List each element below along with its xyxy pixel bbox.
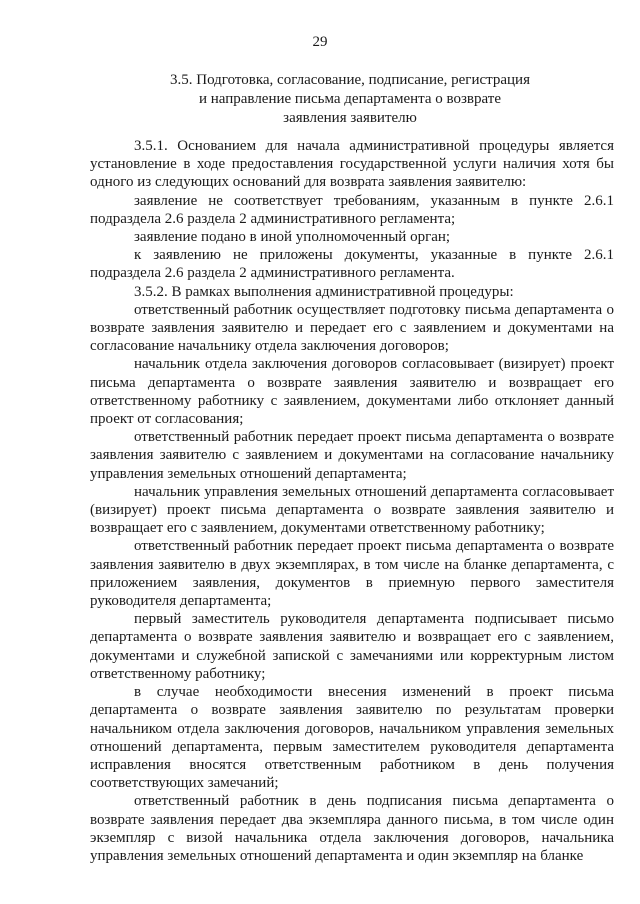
list-item: первый заместитель руководителя департамента подписывает письмо департамента о возврате заявления заявителю и возвращает его с заявлением, документами и служебной запиской с замечаниями или корректурным листом ответственному работнику; — [90, 611, 614, 682]
heading-line-2: и направление письма департамента о возврате — [198, 91, 501, 107]
list-item: ответственный работник передает проект письма департамента о возврате заявления заявителю с заявлением и документами на согласование начальнику управления земельных отношений департамента; — [90, 429, 614, 482]
heading-line-1: 3.5. Подготовка, согласование, подписание, регистрация — [170, 72, 530, 88]
heading-line-3: заявления заявителю — [283, 110, 417, 126]
list-item: к заявлению не приложены документы, указанные в пункте 2.6.1 подраздела 2.6 раздела 2 административного регламента. — [90, 247, 614, 282]
document-body — [90, 137, 614, 865]
list-item: начальник отдела заключения договоров согласовывает (визирует) проект письма департамента о возврате заявления заявителю и возвращает его ответственному работнику с заявлением, документами либо отклоняет данный проект от согласования; — [90, 356, 614, 428]
list-item: в случае необходимости внесения изменений в проект письма департамента о возврате заявления заявителю по результатам проверки начальником отдела заключения договоров, начальником управления земельных отношений департамента, первым заместителем руководителя департамента исправления вносятся ответственным работником в день получения соответствующих замечаний; — [90, 684, 614, 792]
section-heading — [90, 71, 610, 128]
paragraph-3-5-2: 3.5.2. В рамках выполнения административной процедуры: — [134, 283, 514, 300]
paragraph-3-5-1: 3.5.1. Основанием для начала административной процедуры является установление в ходе предоставления государственной услуги наличия хотя бы одного из следующих оснований для возврата заявления заявителю: — [90, 138, 614, 191]
list-item: заявление не соответствует требованиям, указанным в пункте 2.6.1 подраздела 2.6 раздела 2 административного регламента; — [90, 192, 614, 227]
list-item: ответственный работник передает проект письма департамента о возврате заявления заявителю в двух экземплярах, в том числе на бланке департамента, с приложением заявления, документов в приемную первого заместителя руководителя департамента; — [90, 538, 614, 610]
list-item: ответственный работник осуществляет подготовку письма департамента о возврате заявления заявителю и передает его с заявлением и документами на согласование начальнику отдела заключения договоров; — [90, 301, 614, 355]
list-item: заявление подано в иной уполномоченный орган; — [134, 229, 451, 246]
list-item: ответственный работник в день подписания письма департамента о возврате заявления передает два экземпляра данного письма, в том числе один экземпляр с визой начальника отдела заключения договоров, начальника управления земельных отношений департамента и один экземпляр на бланке — [90, 793, 614, 864]
page-number: 29 — [312, 34, 328, 50]
list-item: начальник управления земельных отношений департамента согласовывает (визирует) проект письма департамента о возврате заявления заявителю и возвращает его с заявлением, документами ответственному работнику; — [90, 483, 614, 537]
